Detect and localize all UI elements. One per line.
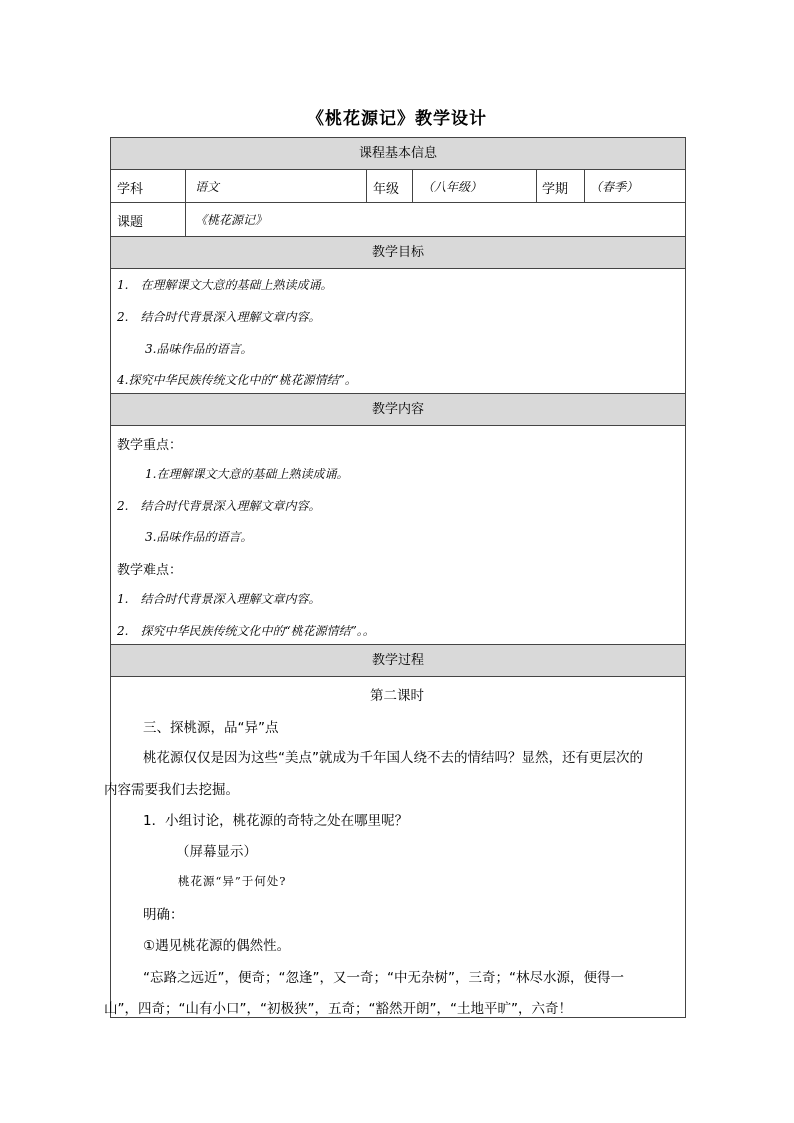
- objective-item: 4.探究中华民族传统文化中的“桃花源情结”。: [117, 373, 357, 387]
- screen-note: （屏幕显示）: [176, 844, 257, 860]
- section-header-content: 教学内容: [111, 394, 685, 425]
- row-divider: [110, 268, 686, 269]
- subject-label: 学科: [117, 182, 144, 197]
- row-divider: [110, 644, 686, 645]
- objective-item: 1. 在理解课文大意的基础上熟读成诵。: [117, 278, 333, 292]
- difficult-point-item: 1. 结合时代背景深入理解文章内容。: [117, 592, 321, 606]
- lesson-number: 第二课时: [370, 688, 424, 704]
- section-header-basic-info: 课程基本信息: [111, 138, 685, 169]
- grade-value: （八年级）: [422, 180, 483, 194]
- key-point-item: 3.品味作品的语言。: [145, 530, 253, 544]
- topic-value: 《桃花源记》: [195, 213, 268, 227]
- objective-item: 3.品味作品的语言。: [145, 342, 253, 356]
- row-divider: [110, 202, 686, 203]
- difficult-point-item: 2. 探究中华民族传统文化中的“桃花源情结”。。: [117, 624, 375, 638]
- column-divider: [185, 169, 186, 236]
- process-paragraph: 内容需要我们去挖掘。: [104, 782, 239, 798]
- row-divider: [110, 425, 686, 426]
- process-paragraph: “忘路之远近”，便奇；“忽逢”，又一奇；“中无杂树”，三奇；“林尽水源，便得一: [143, 970, 624, 986]
- column-divider: [536, 169, 537, 202]
- column-divider: [366, 169, 367, 202]
- subject-value: 语文: [195, 180, 220, 194]
- answer-point: ①遇见桃花源的偶然性。: [143, 938, 291, 954]
- answer-label: 明确：: [143, 907, 184, 923]
- term-label: 学期: [542, 182, 569, 197]
- key-point-item: 1.在理解课文大意的基础上熟读成诵。: [145, 467, 349, 481]
- objective-item: 2. 结合时代背景深入理解文章内容。: [117, 310, 321, 324]
- difficult-points-label: 教学难点：: [117, 563, 183, 578]
- row-divider: [110, 393, 686, 394]
- row-divider: [110, 236, 686, 237]
- process-heading: 三、探桃源，品“异”点: [143, 720, 279, 736]
- column-divider: [412, 169, 413, 202]
- topic-label: 课题: [117, 215, 144, 230]
- section-header-process: 教学过程: [111, 645, 685, 676]
- term-value: （春季）: [590, 180, 639, 194]
- row-divider: [110, 676, 686, 677]
- key-point-item: 2. 结合时代背景深入理解文章内容。: [117, 499, 321, 513]
- discussion-question: 1．小组讨论，桃花源的奇特之处在哪里呢？: [143, 813, 409, 829]
- process-paragraph: 桃花源仅仅是因为这些“美点”就成为千年国人绕不去的情结吗？显然，还有更层次的: [143, 750, 643, 766]
- slide-text: 桃花源“异”于何处?: [178, 874, 287, 888]
- row-divider: [110, 169, 686, 170]
- key-points-label: 教学重点：: [117, 438, 183, 453]
- process-paragraph: 山”，四奇；“山有小口”，“初极狭”，五奇；“豁然开朗”，“土地平旷”，六奇！: [104, 1001, 572, 1017]
- column-divider: [584, 169, 585, 202]
- grade-label: 年级: [373, 182, 400, 197]
- page-title: 《桃花源记》教学设计: [307, 109, 487, 129]
- section-header-objectives: 教学目标: [111, 237, 685, 268]
